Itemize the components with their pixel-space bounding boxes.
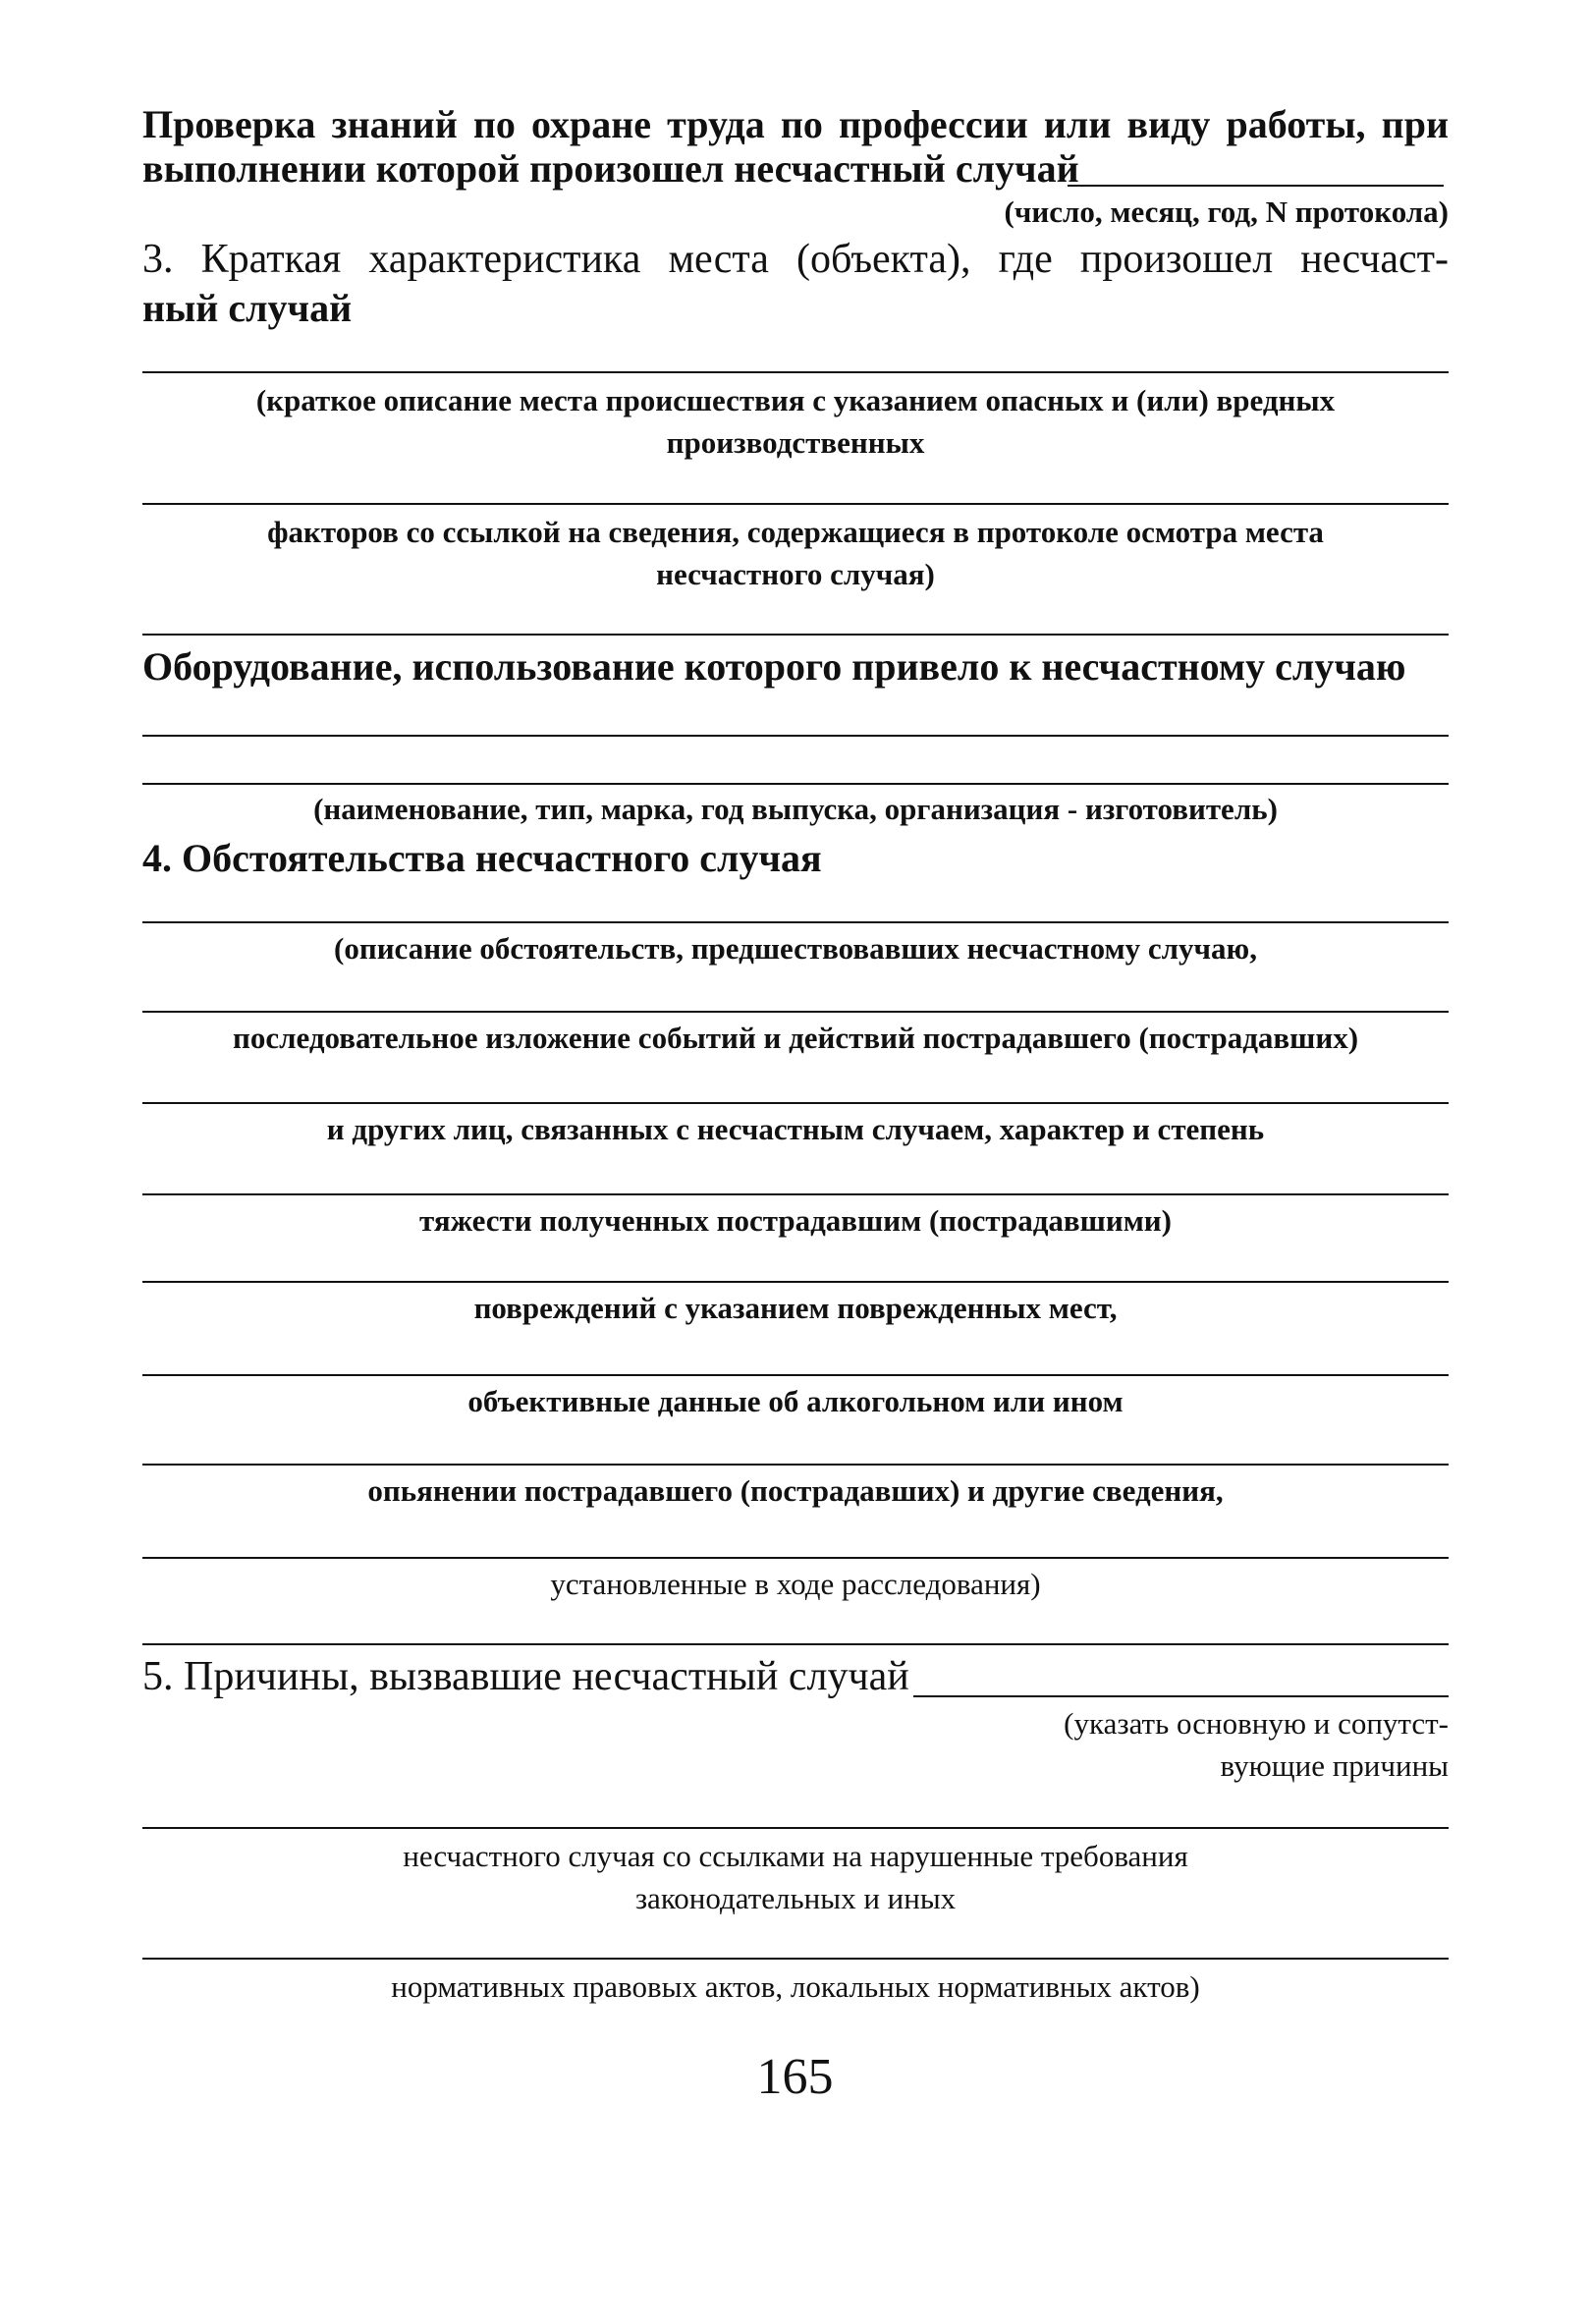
place-caption-2-line-2: несчастного случая) — [656, 557, 935, 591]
circumstances-caption-6: объективные данные об алкогольном или ином — [467, 1384, 1124, 1418]
section-4-heading: 4. Обстоятельства несчастного случая — [142, 836, 822, 880]
section-5 — [142, 0, 1449, 2023]
page-number: 165 — [756, 2049, 834, 2105]
causes-caption-1-line-1: (указать основную и сопутст- — [1064, 1706, 1449, 1741]
causes-fill-line — [913, 1695, 1449, 1697]
knowledge-check-line-2: выполнении которой произошел несчастный случай — [142, 146, 1079, 191]
circumstances-caption-7: опьянении пострадавшего (пострадавших) и другие сведения, — [367, 1473, 1224, 1508]
place-caption-1-line-2: производственных — [666, 425, 925, 460]
circumstances-caption-3: и других лиц, связанных с несчастным случаем, характер и степень — [326, 1112, 1265, 1146]
equipment-label: Оборудование, использование которого привело к несчастному случаю — [142, 644, 1406, 689]
causes-caption-2-line-1: несчастного случая со ссылками на нарушенные требования — [403, 1839, 1188, 1873]
circumstances-caption-2: последовательное изложение событий и действий пострадавшего (пострадавших) — [232, 1021, 1359, 1055]
place-caption-1-line-1: (краткое описание места происшествия с указанием опасных и (или) вредных — [255, 383, 1336, 417]
circumstances-caption-8: установленные в ходе расследования) — [550, 1567, 1041, 1601]
circumstances-caption-4: тяжести полученных пострадавшим (пострадавшими) — [419, 1203, 1172, 1238]
section-5-heading: 5. Причины, вызвавшие несчастный случай — [142, 1654, 909, 1699]
knowledge-check-line-1: Проверка знаний по охране труда по профессии или виду работы, при — [142, 102, 1449, 146]
causes-line-2 — [142, 1958, 1449, 1960]
causes-caption-2-line-2: законодательных и иных — [634, 1881, 957, 1915]
circumstances-caption-1: (описание обстоятельств, предшествовавших несчастному случаю, — [334, 931, 1257, 966]
causes-caption-1-line-2: вующие причины — [1220, 1748, 1449, 1783]
section-3-heading-line-1: 3. Краткая характеристика места (объекта), где произошел несчаст- — [142, 237, 1449, 282]
place-caption-2-line-1: факторов со ссылкой на сведения, содержащиеся в протоколе осмотра места — [267, 515, 1324, 549]
section-3-heading-line-2: ный случай — [142, 286, 353, 330]
causes-caption-3: нормативных правовых актов, локальных нормативных актов) — [391, 1969, 1200, 2004]
equipment-caption: (наименование, тип, марка, год выпуска, организация - изготовитель) — [313, 792, 1278, 826]
circumstances-caption-5: повреждений с указанием поврежденных мест, — [473, 1291, 1118, 1325]
causes-line-1 — [142, 1827, 1449, 1829]
knowledge-check-caption: (число, месяц, год, N протокола) — [1004, 194, 1449, 229]
